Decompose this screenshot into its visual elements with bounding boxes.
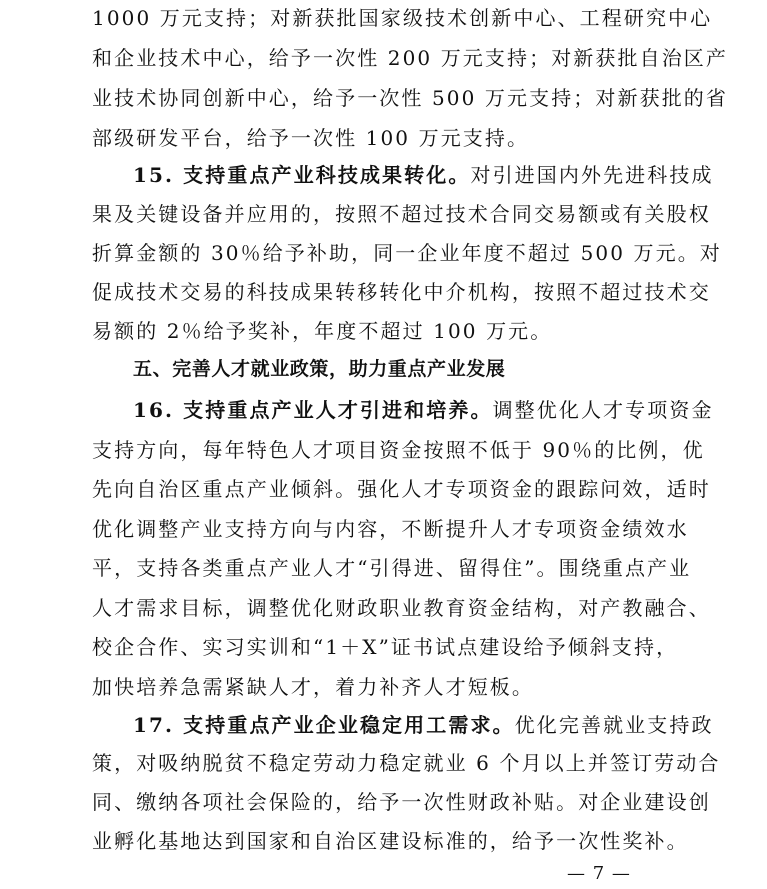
paragraph-17-first-line [133, 713, 714, 737]
paragraph-14-line-2: 和企业技术中心，给予一次性 200 万元支持；对新获批自治区产 [92, 46, 728, 70]
paragraph-15-first-line [133, 163, 714, 187]
paragraph-15-line-2: 果及关键设备并应用的，按照不超过技术合同交易额或有关股权 [92, 202, 711, 226]
paragraph-16-line-4: 优化调整产业支持方向与内容，不断提升人才专项资金绩效水 [92, 517, 689, 541]
paragraph-15-line-3: 折算金额的 30％给予补助，同一企业年度不超过 500 万元。对 [92, 241, 722, 265]
paragraph-16-line-7: 校企合作、实习实训和“1＋X”证书试点建设给予倾斜支持， [92, 635, 679, 659]
paragraph-17-first-line-text: 优化完善就业支持政 [514, 713, 714, 737]
paragraph-14-line-1: 1000 万元支持；对新获批国家级技术创新中心、工程研究中心 [92, 6, 713, 30]
paragraph-17-line-4: 业孵化基地达到国家和自治区建设标准的，给予一次性奖补。 [92, 829, 689, 853]
paragraph-14-line-4: 部级研发平台，给予一次性 100 万元支持。 [92, 126, 530, 150]
paragraph-16-first-line-text: 调整优化人才专项资金 [492, 398, 714, 422]
paragraph-14-line-3: 业技术协同创新中心，给予一次性 500 万元支持；对新获批的省 [92, 86, 728, 110]
paragraph-16-line-8: 加快培养急需紧缺人才，着力补齐人才短板。 [92, 675, 534, 699]
paragraph-17-title: 17. 支持重点产业企业稳定用工需求。 [133, 713, 515, 737]
paragraph-17-line-2: 策，对吸纳脱贫不稳定劳动力稳定就业 6 个月以上并签订劳动合 [92, 751, 721, 775]
paragraph-16-line-2: 支持方向，每年特色人才项目资金按照不低于 90％的比例，优 [92, 438, 705, 462]
paragraph-16-title: 16. 支持重点产业人才引进和培养。 [133, 398, 493, 422]
paragraph-16-first-line [133, 398, 714, 422]
section-heading: 五、完善人才就业政策，助力重点产业发展 [133, 358, 506, 380]
paragraph-16-line-5: 平，支持各类重点产业人才“引得进、留得住”。围绕重点产业 [92, 556, 692, 580]
paragraph-15-title: 15. 支持重点产业科技成果转化。 [133, 163, 471, 187]
page-number: — 7 — [567, 863, 631, 884]
paragraph-16-line-3: 先向自治区重点产业倾斜。强化人才专项资金的跟踪问效，适时 [92, 477, 711, 501]
paragraph-15-line-4: 促成技术交易的科技成果转移转化中介机构，按照不超过技术交 [92, 280, 711, 304]
paragraph-17-line-3: 同、缴纳各项社会保险的，给予一次性财政补贴。对企业建设创 [92, 790, 711, 814]
paragraph-16-line-6: 人才需求目标，调整优化财政职业教育资金结构，对产教融合、 [92, 596, 711, 620]
paragraph-15-line-5: 易额的 2％给予奖补，年度不超过 100 万元。 [92, 319, 553, 343]
paragraph-15-first-line-text: 对引进国内外先进科技成 [470, 163, 714, 187]
